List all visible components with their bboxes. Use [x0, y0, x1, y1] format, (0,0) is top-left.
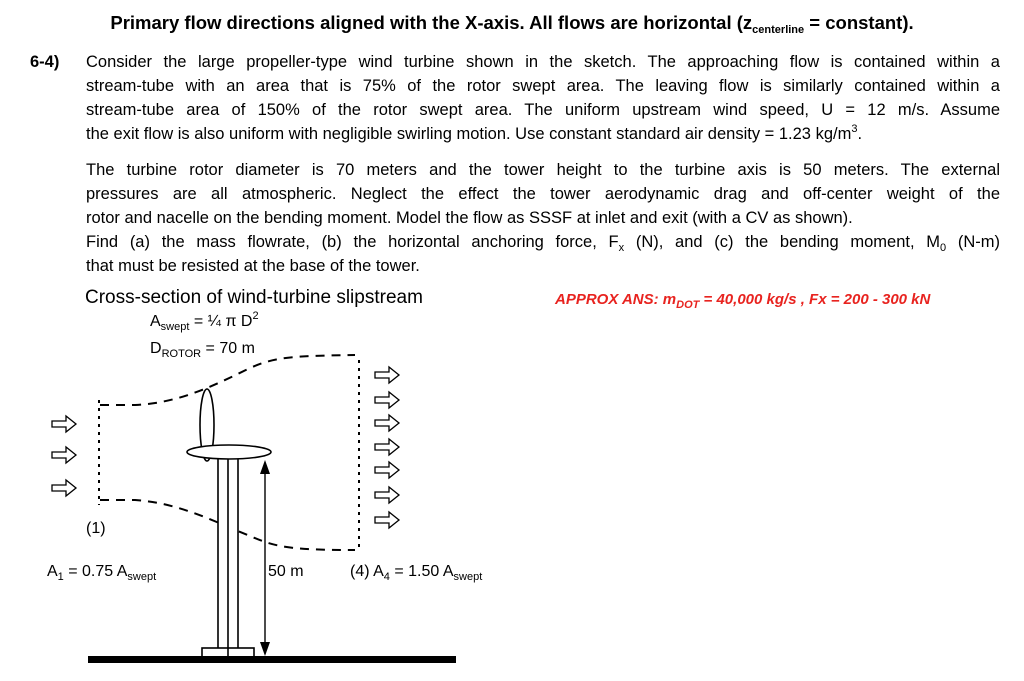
ground: [88, 656, 456, 663]
inlet-flow-arrows: [52, 416, 76, 496]
outlet-arrow: [375, 462, 399, 478]
inlet-arrow: [52, 480, 76, 496]
station-1-label: (1): [86, 520, 106, 537]
outlet-area-label: (4) $A_4 = 1.50$ $A_{swept}$: [350, 563, 483, 583]
paragraph-2: The turbine rotor diameter is 70 meters and the tower height to the turbine axis is 50 meters. The external pressures are all atmospheric. Neglect the effect the tower aerodynamic drag and off-center weight of the rotor and nacelle on the bending moment. Model the flow as SSSF at inlet and exit (with a CV as shown). Find (a) the mass flowrate, (b) the horizontal anchoring force, $F_x$ (N), and (c) the bending moment, $M_0$ (N-m) that must be resisted at the base of the tower.: [86, 161, 1000, 275]
swept-area-label: $A_{swept}$ = ¼ π $D^2$: [150, 310, 259, 333]
nacelle: [187, 445, 271, 459]
outlet-arrow: [375, 392, 399, 408]
approx-answer: APPROX ANS: $m_{DOT} = 40,000$ kg/s , Fx = 200 - 300 kN: [555, 291, 931, 311]
tower: [202, 452, 254, 657]
outlet-arrow: [375, 367, 399, 383]
tower-height-label: 50 m: [268, 563, 304, 580]
inlet-arrow: [52, 447, 76, 463]
problem-number: 6-4): [30, 53, 60, 71]
header-title: Primary flow directions aligned with the X-axis. All flows are horizontal ($z_{centerline}$ = constant).: [110, 12, 914, 36]
outlet-arrow: [375, 415, 399, 431]
inlet-arrow: [52, 416, 76, 432]
slipstream-upper-boundary: [100, 355, 355, 405]
outlet-arrow: [375, 439, 399, 455]
inlet-area-label: $A_1 = 0.75$ $A_{swept}$: [47, 563, 157, 583]
outlet-arrow: [375, 487, 399, 503]
outlet-arrow: [375, 512, 399, 528]
height-dimension: [260, 460, 270, 656]
paragraph-1: Consider the large propeller-type wind turbine shown in the sketch. The approaching flow is contained within a stream-tube with an area that is 75% of the rotor swept area. The leaving flow is similarly contained within a stream-tube area of 150% of the rotor swept area. The uniform upstream wind speed, U = 12 m/s. Assume the exit flow is also uniform with negligible swirling motion. Use constant standard air density = 1.23 $kg/m^3$.: [86, 53, 1000, 143]
rotor-diameter-label: $D_{ROTOR} = 70$ m: [150, 340, 255, 360]
outlet-flow-arrows: [375, 367, 399, 528]
figure-title: Cross-section of wind-turbine slipstream: [85, 287, 423, 308]
